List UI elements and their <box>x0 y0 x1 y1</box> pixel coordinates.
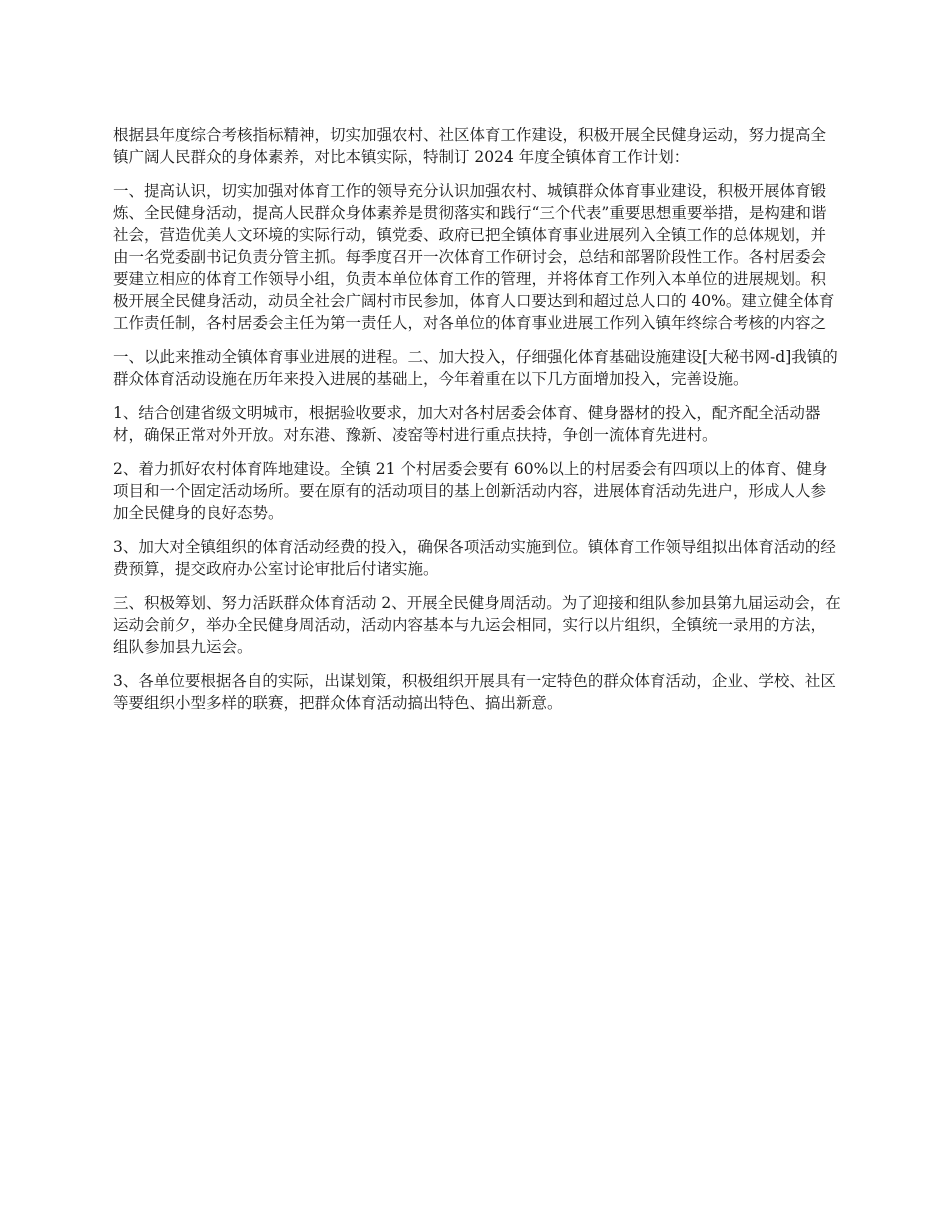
paragraph-item-1: 1、结合创建省级文明城市，根据验收要求，加大对各村居委会体育、健身器材的投入，配齐配全活动器材，确保正常对外开放。对东港、豫新、凌窑等村进行重点扶持，争创一流体育先进村。 <box>113 404 821 444</box>
paragraph-item-3: 3、加大对全镇组织的体育活动经费的投入，确保各项活动实施到位。镇体育工作领导组拟出体育活动的经费预算，提交政府办公室讨论审批后付诸实施。 <box>113 538 836 578</box>
paragraph-item-3b: 3、各单位要根据各自的实际，出谋划策，积极组织开展具有一定特色的群众体育活动，企业、学校、社区等要组织小型多样的联赛，把群众体育活动搞出特色、搞出新意。 <box>113 672 836 712</box>
paragraph-item-2: 2、着力抓好农村体育阵地建设。全镇 21 个村居委会要有 60%以上的村居委会有四项以上的体育、健身项目和一个固定活动场所。要在原有的活动项目的基上创新活动内容，进展体育活动先进户，形成人人参加全民健身的良好态势。 <box>113 460 828 522</box>
paragraph-intro: 根据县年度综合考核指标精神，切实加强农村、社区体育工作建设，积极开展全民健身运动，努力提高全镇广阔人民群众的身体素养，对比本镇实际，特制订 2024 年度全镇体育工作计划： <box>113 126 827 166</box>
paragraph-section-three: 三、积极筹划、努力活跃群众体育活动 2、开展全民健身周活动。为了迎接和组队参加县第九届运动会，在运动会前夕，举办全民健身周活动，活动内容基本与九运会相同，实行以片组织，全镇统一录用的方法，组队参加县九运会。 <box>113 594 841 656</box>
paragraph-section-two: 一、以此来推动全镇体育事业进展的进程。二、加大投入，仔细强化体育基础设施建设[大秘书网-d]我镇的群众体育活动设施在历年来投入进展的基础上，今年着重在以下几方面增加投入，完善设施。 <box>113 348 838 388</box>
paragraph-section-one: 一、提高认识，切实加强对体育工作的领导充分认识加强农村、城镇群众体育事业建设，积极开展体育锻炼、全民健身活动，提高人民群众身体素养是贯彻落实和践行“三个代表”重要思想重要举措，是构建和谐社会，营造优美人文环境的实际行动，镇党委、政府已把全镇体育事业进展列入全镇工作的总体规划，并由一名党委副书记负责分管主抓。每季度召开一次体育工作研讨会，总结和部署阶段性工作。各村居委会要建立相应的体育工作领导小组，负责本单位体育工作的管理，并将体育工作列入本单位的进展规划。积极开展全民健身活动，动员全社会广阔村市民参加，体育人口要达到和超过总人口的 40%。建立健全体育工作责任制，各村居委会主任为第一责任人，对各单位的体育事业进展工作列入镇年终综合考核的内容之 <box>113 182 835 332</box>
document-body <box>113 124 841 726</box>
